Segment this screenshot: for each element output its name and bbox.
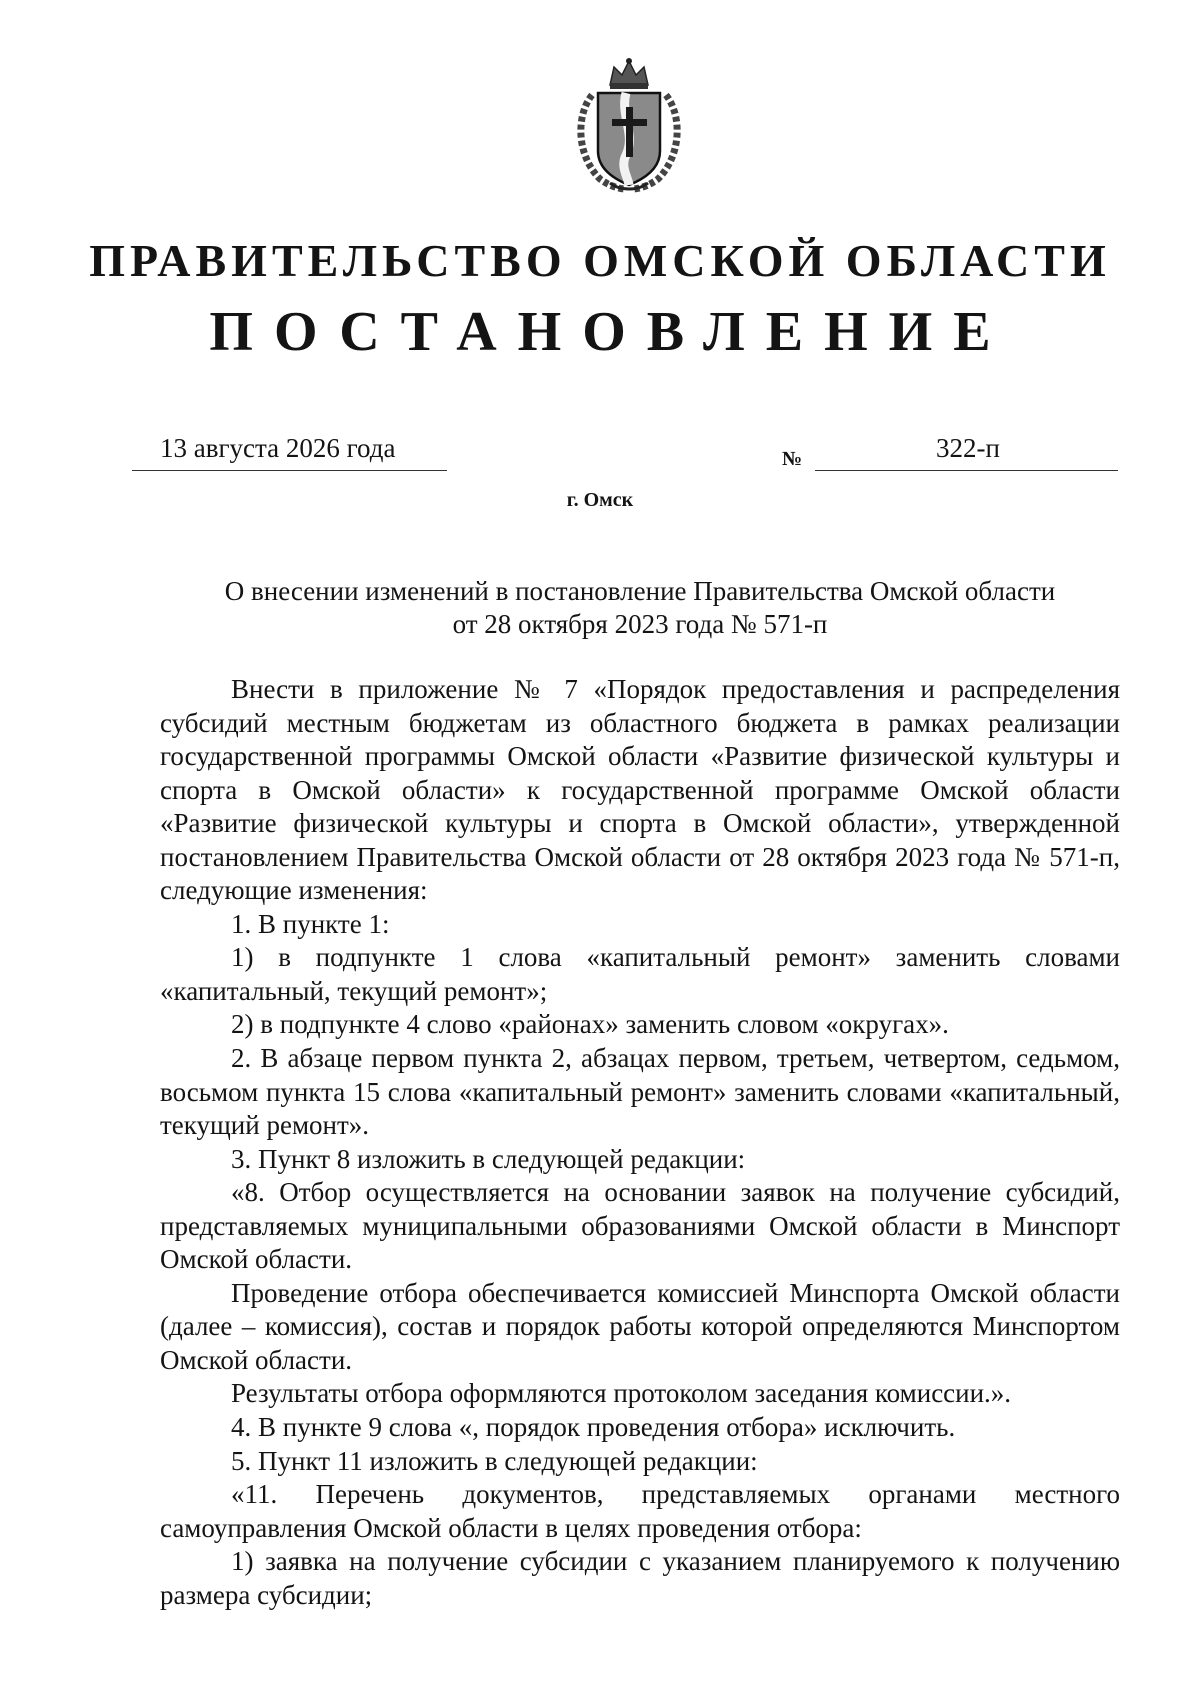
city-label: г. Омск — [566, 489, 634, 511]
government-title: ПРАВИТЕЛЬСТВО ОМСКОЙ ОБЛАСТИ — [89, 235, 1111, 286]
subject-line: от 28 октября 2023 года № 571-п — [452, 609, 828, 639]
document-subject — [160, 575, 1120, 641]
body-paragraph: 1) в подпункте 1 слова «капитальный ремонт» заменить словами «капитальный, текущий ремонт»; — [160, 942, 1120, 1006]
body-paragraph: 3. Пункт 8 изложить в следующей редакции: — [231, 1143, 746, 1174]
body-paragraph: 1) заявка на получение субсидии с указанием планируемого к получению размера субсидии; — [160, 1546, 1120, 1610]
document-number: 322-п — [936, 433, 1000, 463]
body-paragraph: 1. В пункте 1: — [231, 908, 390, 939]
document-body — [160, 673, 1120, 1612]
body-paragraph: «11. Перечень документов, представляемых органами местного самоуправления Омской области в целях проведения отбора: — [160, 1479, 1120, 1543]
body-paragraph: 2. В абзаце первом пункта 2, абзацах первом, третьем, четвертом, седьмом, восьмом пункта 15 слова «капитальный ремонт» заменить словами «капитальный, текущий ремонт». — [160, 1043, 1120, 1141]
body-paragraph: 5. Пункт 11 изложить в следующей редакции: — [231, 1445, 758, 1476]
body-paragraph: Результаты отбора оформляются протоколом заседания комиссии.». — [231, 1378, 1012, 1409]
number-underline — [815, 470, 1118, 471]
body-paragraph: Внести в приложение № 7 «Порядок предоставления и распределения субсидий местным бюджетам из областного бюджета в рамках реализации государственной программы Омской области «Развитие физической культуры и спорта в Омской области» к государственной программе Омской области «Развитие физической культуры и спорта в Омской области», утвержденной постановлением Правительства Омской области от 28 октября 2023 года № 571-п, следующие изменения: — [160, 674, 1120, 906]
body-paragraph: Проведение отбора обеспечивается комиссией Минспорта Омской области (далее – комиссия), состав и порядок работы которой определяются Минспортом Омской области. — [160, 1277, 1120, 1375]
body-paragraph: 4. В пункте 9 слова «, порядок проведения отбора» исключить. — [231, 1412, 956, 1443]
number-sign: № — [782, 448, 803, 470]
document-type-title: ПОСТАНОВЛЕНИЕ — [209, 301, 1012, 363]
body-paragraph: «8. Отбор осуществляется на основании заявок на получение субсидий, представляемых муниципальными образованиями Омской области в Минспорт Омской области. — [160, 1177, 1120, 1275]
document-date: 13 августа 2026 года — [160, 433, 396, 463]
body-paragraph: 2) в подпункте 4 слово «районах» заменить словом «округах». — [231, 1009, 949, 1040]
omsk-region-coat-of-arms-icon — [570, 55, 688, 193]
subject-line: О внесении изменений в постановление Правительства Омской области — [224, 576, 1056, 606]
date-underline — [132, 470, 447, 471]
